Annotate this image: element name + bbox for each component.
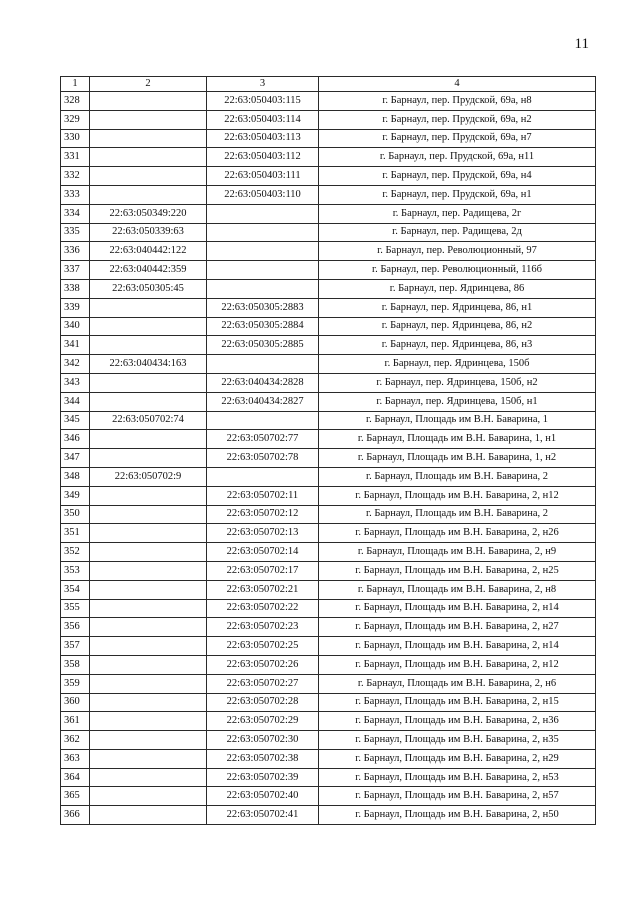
premises-cadastral-number-cell bbox=[207, 411, 319, 430]
table-row bbox=[61, 129, 596, 148]
column-header-4: 4 bbox=[319, 77, 596, 92]
row-number-cell: 344 bbox=[61, 392, 90, 411]
row-number-cell: 362 bbox=[61, 731, 90, 750]
premises-cadastral-number-cell: 22:63:050305:2883 bbox=[207, 298, 319, 317]
address-cell: г. Барнаул, пер. Ядринцева, 86, н2 bbox=[319, 317, 596, 336]
table-row bbox=[61, 242, 596, 261]
cadastral-number-cell bbox=[90, 167, 207, 186]
row-number-cell: 328 bbox=[61, 92, 90, 111]
table-row bbox=[61, 204, 596, 223]
column-header-1: 1 bbox=[61, 77, 90, 92]
address-cell: г. Барнаул, Площадь им В.Н. Баварина, 1 bbox=[319, 411, 596, 430]
address-cell: г. Барнаул, Площадь им В.Н. Баварина, 2, н8 bbox=[319, 580, 596, 599]
premises-cadastral-number-cell: 22:63:050305:2885 bbox=[207, 336, 319, 355]
premises-cadastral-number-cell: 22:63:050403:110 bbox=[207, 185, 319, 204]
cadastral-number-cell: 22:63:050339:63 bbox=[90, 223, 207, 242]
table-row bbox=[61, 449, 596, 468]
cadastral-number-cell: 22:63:050305:45 bbox=[90, 279, 207, 298]
cadastral-number-cell bbox=[90, 599, 207, 618]
address-cell: г. Барнаул, Площадь им В.Н. Баварина, 2, н14 bbox=[319, 599, 596, 618]
cadastral-number-cell bbox=[90, 505, 207, 524]
table-row bbox=[61, 261, 596, 280]
table-body bbox=[61, 92, 596, 825]
cadastral-number-cell bbox=[90, 655, 207, 674]
table-row bbox=[61, 336, 596, 355]
premises-cadastral-number-cell: 22:63:050702:78 bbox=[207, 449, 319, 468]
table-row bbox=[61, 580, 596, 599]
table-header bbox=[61, 77, 596, 92]
address-cell: г. Барнаул, Площадь им В.Н. Баварина, 2, н12 bbox=[319, 486, 596, 505]
premises-cadastral-number-cell: 22:63:050702:14 bbox=[207, 543, 319, 562]
row-number-cell: 337 bbox=[61, 261, 90, 280]
row-number-cell: 332 bbox=[61, 167, 90, 186]
premises-cadastral-number-cell: 22:63:050403:112 bbox=[207, 148, 319, 167]
premises-cadastral-number-cell bbox=[207, 467, 319, 486]
address-cell: г. Барнаул, пер. Прудской, 69а, н1 bbox=[319, 185, 596, 204]
table-row bbox=[61, 185, 596, 204]
premises-cadastral-number-cell bbox=[207, 204, 319, 223]
row-number-cell: 355 bbox=[61, 599, 90, 618]
address-cell: г. Барнаул, Площадь им В.Н. Баварина, 2, н53 bbox=[319, 768, 596, 787]
row-number-cell: 343 bbox=[61, 373, 90, 392]
table-row bbox=[61, 599, 596, 618]
table-row bbox=[61, 355, 596, 374]
row-number-cell: 334 bbox=[61, 204, 90, 223]
table-row bbox=[61, 223, 596, 242]
row-number-cell: 330 bbox=[61, 129, 90, 148]
premises-cadastral-number-cell: 22:63:050702:40 bbox=[207, 787, 319, 806]
address-cell: г. Барнаул, пер. Радищева, 2г bbox=[319, 204, 596, 223]
premises-cadastral-number-cell: 22:63:050702:23 bbox=[207, 618, 319, 637]
address-cell: г. Барнаул, Площадь им В.Н. Баварина, 1, н1 bbox=[319, 430, 596, 449]
row-number-cell: 331 bbox=[61, 148, 90, 167]
row-number-cell: 338 bbox=[61, 279, 90, 298]
cadastral-number-cell bbox=[90, 449, 207, 468]
table-row bbox=[61, 279, 596, 298]
premises-cadastral-number-cell: 22:63:050702:41 bbox=[207, 806, 319, 825]
premises-cadastral-number-cell: 22:63:040434:2827 bbox=[207, 392, 319, 411]
row-number-cell: 357 bbox=[61, 637, 90, 656]
row-number-cell: 359 bbox=[61, 674, 90, 693]
row-number-cell: 351 bbox=[61, 524, 90, 543]
column-header-2: 2 bbox=[90, 77, 207, 92]
premises-cadastral-number-cell bbox=[207, 355, 319, 374]
cadastral-number-cell bbox=[90, 693, 207, 712]
address-cell: г. Барнаул, пер. Ядринцева, 86 bbox=[319, 279, 596, 298]
premises-cadastral-number-cell: 22:63:050702:38 bbox=[207, 749, 319, 768]
premises-cadastral-number-cell: 22:63:050403:115 bbox=[207, 92, 319, 111]
row-number-cell: 336 bbox=[61, 242, 90, 261]
table-row bbox=[61, 430, 596, 449]
cadastral-number-cell bbox=[90, 787, 207, 806]
address-cell: г. Барнаул, Площадь им В.Н. Баварина, 2, н15 bbox=[319, 693, 596, 712]
row-number-cell: 341 bbox=[61, 336, 90, 355]
cadastral-number-cell bbox=[90, 543, 207, 562]
row-number-cell: 353 bbox=[61, 561, 90, 580]
table-row bbox=[61, 655, 596, 674]
cadastral-number-cell bbox=[90, 298, 207, 317]
address-cell: г. Барнаул, пер. Революционный, 97 bbox=[319, 242, 596, 261]
cadastral-number-cell bbox=[90, 373, 207, 392]
cadastral-number-cell bbox=[90, 524, 207, 543]
table-row bbox=[61, 467, 596, 486]
table-row bbox=[61, 674, 596, 693]
row-number-cell: 358 bbox=[61, 655, 90, 674]
row-number-cell: 347 bbox=[61, 449, 90, 468]
premises-cadastral-number-cell: 22:63:050403:111 bbox=[207, 167, 319, 186]
table-row bbox=[61, 298, 596, 317]
address-cell: г. Барнаул, пер. Радищева, 2д bbox=[319, 223, 596, 242]
premises-cadastral-number-cell: 22:63:050403:114 bbox=[207, 110, 319, 129]
premises-cadastral-number-cell: 22:63:050702:26 bbox=[207, 655, 319, 674]
address-cell: г. Барнаул, Площадь им В.Н. Баварина, 1, н2 bbox=[319, 449, 596, 468]
table-row bbox=[61, 505, 596, 524]
address-cell: г. Барнаул, Площадь им В.Н. Баварина, 2, н27 bbox=[319, 618, 596, 637]
table-row bbox=[61, 543, 596, 562]
premises-cadastral-number-cell: 22:63:050702:11 bbox=[207, 486, 319, 505]
address-cell: г. Барнаул, Площадь им В.Н. Баварина, 2, н35 bbox=[319, 731, 596, 750]
premises-cadastral-number-cell: 22:63:050702:30 bbox=[207, 731, 319, 750]
premises-cadastral-number-cell: 22:63:050702:22 bbox=[207, 599, 319, 618]
address-cell: г. Барнаул, пер. Ядринцева, 150б, н1 bbox=[319, 392, 596, 411]
cadastral-number-cell: 22:63:050702:74 bbox=[90, 411, 207, 430]
row-number-cell: 365 bbox=[61, 787, 90, 806]
address-cell: г. Барнаул, Площадь им В.Н. Баварина, 2, н50 bbox=[319, 806, 596, 825]
row-number-cell: 366 bbox=[61, 806, 90, 825]
address-cell: г. Барнаул, пер. Ядринцева, 150б, н2 bbox=[319, 373, 596, 392]
premises-cadastral-number-cell: 22:63:050702:29 bbox=[207, 712, 319, 731]
premises-cadastral-number-cell: 22:63:050403:113 bbox=[207, 129, 319, 148]
row-number-cell: 361 bbox=[61, 712, 90, 731]
premises-cadastral-number-cell: 22:63:050702:17 bbox=[207, 561, 319, 580]
cadastral-number-cell bbox=[90, 637, 207, 656]
row-number-cell: 335 bbox=[61, 223, 90, 242]
table-row bbox=[61, 92, 596, 111]
table-row bbox=[61, 618, 596, 637]
table-row bbox=[61, 731, 596, 750]
cadastral-number-cell bbox=[90, 580, 207, 599]
address-cell: г. Барнаул, Площадь им В.Н. Баварина, 2 bbox=[319, 505, 596, 524]
address-cell: г. Барнаул, Площадь им В.Н. Баварина, 2 bbox=[319, 467, 596, 486]
cadastral-number-cell bbox=[90, 486, 207, 505]
row-number-cell: 342 bbox=[61, 355, 90, 374]
table-row bbox=[61, 749, 596, 768]
address-cell: г. Барнаул, пер. Ядринцева, 86, н1 bbox=[319, 298, 596, 317]
premises-cadastral-number-cell: 22:63:050702:39 bbox=[207, 768, 319, 787]
address-cell: г. Барнаул, пер. Прудской, 69а, н11 bbox=[319, 148, 596, 167]
row-number-cell: 363 bbox=[61, 749, 90, 768]
premises-cadastral-number-cell bbox=[207, 223, 319, 242]
premises-cadastral-number-cell: 22:63:050305:2884 bbox=[207, 317, 319, 336]
row-number-cell: 356 bbox=[61, 618, 90, 637]
row-number-cell: 354 bbox=[61, 580, 90, 599]
table-row bbox=[61, 373, 596, 392]
address-cell: г. Барнаул, Площадь им В.Н. Баварина, 2, н25 bbox=[319, 561, 596, 580]
cadastral-number-cell bbox=[90, 618, 207, 637]
row-number-cell: 340 bbox=[61, 317, 90, 336]
table-row bbox=[61, 806, 596, 825]
row-number-cell: 352 bbox=[61, 543, 90, 562]
address-cell: г. Барнаул, Площадь им В.Н. Баварина, 2, н26 bbox=[319, 524, 596, 543]
cadastral-number-cell bbox=[90, 731, 207, 750]
table-row bbox=[61, 392, 596, 411]
address-cell: г. Барнаул, Площадь им В.Н. Баварина, 2, н14 bbox=[319, 637, 596, 656]
cadastral-number-cell bbox=[90, 749, 207, 768]
premises-cadastral-number-cell: 22:63:050702:21 bbox=[207, 580, 319, 599]
address-cell: г. Барнаул, Площадь им В.Н. Баварина, 2, н57 bbox=[319, 787, 596, 806]
address-cell: г. Барнаул, Площадь им В.Н. Баварина, 2, н9 bbox=[319, 543, 596, 562]
address-cell: г. Барнаул, пер. Ядринцева, 86, н3 bbox=[319, 336, 596, 355]
page-number: 11 bbox=[574, 36, 589, 52]
address-cell: г. Барнаул, пер. Прудской, 69а, н7 bbox=[319, 129, 596, 148]
row-number-cell: 339 bbox=[61, 298, 90, 317]
address-cell: г. Барнаул, пер. Ядринцева, 150б bbox=[319, 355, 596, 374]
table-row bbox=[61, 524, 596, 543]
row-number-cell: 346 bbox=[61, 430, 90, 449]
property-table bbox=[60, 76, 596, 825]
address-cell: г. Барнаул, пер. Революционный, 116б bbox=[319, 261, 596, 280]
table-row bbox=[61, 317, 596, 336]
table-row bbox=[61, 167, 596, 186]
cadastral-number-cell bbox=[90, 392, 207, 411]
row-number-cell: 350 bbox=[61, 505, 90, 524]
cadastral-number-cell bbox=[90, 148, 207, 167]
row-number-cell: 345 bbox=[61, 411, 90, 430]
row-number-cell: 360 bbox=[61, 693, 90, 712]
cadastral-number-cell: 22:63:050702:9 bbox=[90, 467, 207, 486]
cadastral-number-cell bbox=[90, 129, 207, 148]
address-cell: г. Барнаул, Площадь им В.Н. Баварина, 2, н29 bbox=[319, 749, 596, 768]
cadastral-number-cell bbox=[90, 110, 207, 129]
cadastral-number-cell bbox=[90, 561, 207, 580]
premises-cadastral-number-cell: 22:63:050702:12 bbox=[207, 505, 319, 524]
cadastral-number-cell bbox=[90, 336, 207, 355]
cadastral-number-cell: 22:63:040442:122 bbox=[90, 242, 207, 261]
column-header-3: 3 bbox=[207, 77, 319, 92]
premises-cadastral-number-cell: 22:63:050702:13 bbox=[207, 524, 319, 543]
row-number-cell: 364 bbox=[61, 768, 90, 787]
premises-cadastral-number-cell bbox=[207, 279, 319, 298]
table-row bbox=[61, 712, 596, 731]
table-row bbox=[61, 110, 596, 129]
row-number-cell: 349 bbox=[61, 486, 90, 505]
cadastral-number-cell bbox=[90, 806, 207, 825]
address-cell: г. Барнаул, пер. Прудской, 69а, н2 bbox=[319, 110, 596, 129]
table-row bbox=[61, 411, 596, 430]
row-number-cell: 348 bbox=[61, 467, 90, 486]
cadastral-number-cell bbox=[90, 92, 207, 111]
cadastral-number-cell: 22:63:040442:359 bbox=[90, 261, 207, 280]
cadastral-number-cell bbox=[90, 317, 207, 336]
table-header-row bbox=[61, 77, 596, 92]
premises-cadastral-number-cell bbox=[207, 261, 319, 280]
cadastral-number-cell bbox=[90, 430, 207, 449]
address-cell: г. Барнаул, Площадь им В.Н. Баварина, 2, н12 bbox=[319, 655, 596, 674]
cadastral-number-cell bbox=[90, 674, 207, 693]
table-row bbox=[61, 148, 596, 167]
table-row bbox=[61, 561, 596, 580]
table-row bbox=[61, 768, 596, 787]
premises-cadastral-number-cell bbox=[207, 242, 319, 261]
cadastral-number-cell: 22:63:040434:163 bbox=[90, 355, 207, 374]
table-row bbox=[61, 486, 596, 505]
address-cell: г. Барнаул, пер. Прудской, 69а, н4 bbox=[319, 167, 596, 186]
table-row bbox=[61, 637, 596, 656]
premises-cadastral-number-cell: 22:63:050702:28 bbox=[207, 693, 319, 712]
premises-cadastral-number-cell: 22:63:050702:77 bbox=[207, 430, 319, 449]
cadastral-number-cell bbox=[90, 185, 207, 204]
row-number-cell: 329 bbox=[61, 110, 90, 129]
premises-cadastral-number-cell: 22:63:050702:25 bbox=[207, 637, 319, 656]
cadastral-number-cell bbox=[90, 768, 207, 787]
address-cell: г. Барнаул, Площадь им В.Н. Баварина, 2, н36 bbox=[319, 712, 596, 731]
cadastral-number-cell: 22:63:050349:220 bbox=[90, 204, 207, 223]
address-cell: г. Барнаул, Площадь им В.Н. Баварина, 2, н6 bbox=[319, 674, 596, 693]
row-number-cell: 333 bbox=[61, 185, 90, 204]
cadastral-number-cell bbox=[90, 712, 207, 731]
address-cell: г. Барнаул, пер. Прудской, 69а, н8 bbox=[319, 92, 596, 111]
table-row bbox=[61, 787, 596, 806]
table-row bbox=[61, 693, 596, 712]
premises-cadastral-number-cell: 22:63:050702:27 bbox=[207, 674, 319, 693]
premises-cadastral-number-cell: 22:63:040434:2828 bbox=[207, 373, 319, 392]
